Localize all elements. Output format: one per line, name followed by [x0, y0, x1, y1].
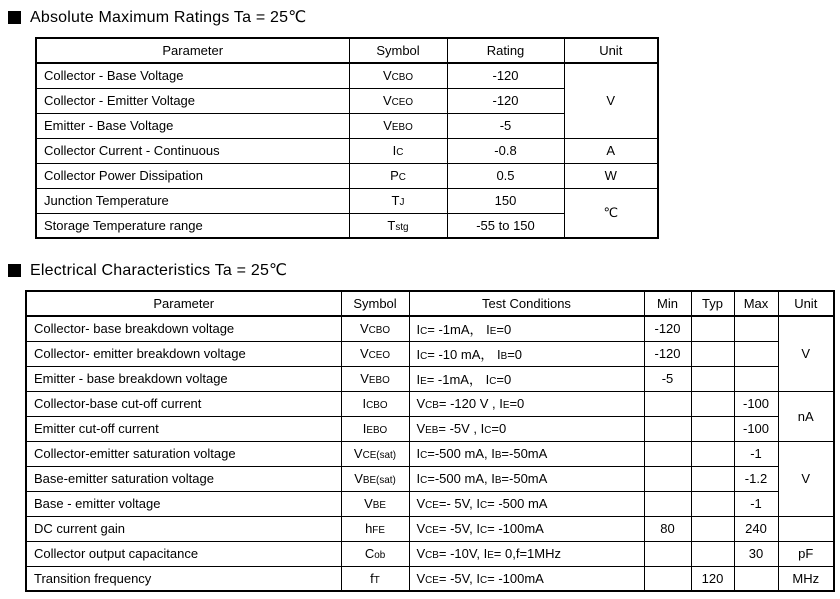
min-cell	[644, 416, 691, 441]
param-cell: DC current gain	[26, 516, 341, 541]
symbol-cell: VCBO	[341, 316, 409, 341]
unit-cell	[778, 516, 834, 541]
table-row	[36, 63, 658, 88]
min-cell: -120	[644, 316, 691, 341]
symbol-cell: Tstg	[349, 213, 447, 238]
square-bullet-icon	[8, 11, 21, 24]
elec-char-title	[8, 259, 840, 281]
symbol-cell: VCE(sat)	[341, 441, 409, 466]
max-cell: -1.2	[734, 466, 778, 491]
typ-cell	[691, 441, 734, 466]
condition-cell: IE= -1mA， IC=0	[409, 366, 644, 391]
condition-cell: IC= -1mA， IE=0	[409, 316, 644, 341]
column-header-min: Min	[644, 291, 691, 316]
unit-cell: V	[778, 441, 834, 516]
table-row	[26, 366, 834, 391]
abs-max-title	[8, 6, 840, 28]
min-cell	[644, 391, 691, 416]
typ-cell	[691, 341, 734, 366]
typ-cell	[691, 541, 734, 566]
condition-cell: VCB= -120 V , IE=0	[409, 391, 644, 416]
max-cell	[734, 316, 778, 341]
symbol-cell: TJ	[349, 188, 447, 213]
symbol-cell: VBE(sat)	[341, 466, 409, 491]
min-cell	[644, 541, 691, 566]
symbol-cell: VEBO	[341, 366, 409, 391]
typ-cell	[691, 416, 734, 441]
typ-cell	[691, 391, 734, 416]
table-row	[26, 391, 834, 416]
section-title-text: Electrical Characteristics Ta = 25℃	[30, 262, 288, 279]
param-cell: Transition frequency	[26, 566, 341, 591]
symbol-cell: VBE	[341, 491, 409, 516]
typ-cell: 120	[691, 566, 734, 591]
condition-cell: VCE= -5V, IC= -100mA	[409, 566, 644, 591]
symbol-cell: PC	[349, 163, 447, 188]
param-cell: Storage Temperature range	[36, 213, 349, 238]
symbol-cell: VCBO	[349, 63, 447, 88]
typ-cell	[691, 516, 734, 541]
condition-cell: VCB= -10V, IE= 0,f=1MHz	[409, 541, 644, 566]
max-cell	[734, 366, 778, 391]
min-cell	[644, 466, 691, 491]
rating-cell: -55 to 150	[447, 213, 564, 238]
param-cell: Collector - Base Voltage	[36, 63, 349, 88]
symbol-cell: VCEO	[349, 88, 447, 113]
table-row	[26, 566, 834, 591]
min-cell	[644, 491, 691, 516]
unit-cell: MHz	[778, 566, 834, 591]
param-cell: Collector output capacitance	[26, 541, 341, 566]
rating-cell: -5	[447, 113, 564, 138]
param-cell: Collector- base breakdown voltage	[26, 316, 341, 341]
param-cell: Base-emitter saturation voltage	[26, 466, 341, 491]
max-cell: -100	[734, 416, 778, 441]
column-header-symbol: Symbol	[341, 291, 409, 316]
param-cell: Emitter - Base Voltage	[36, 113, 349, 138]
column-header-test-conditions: Test Conditions	[409, 291, 644, 316]
param-cell: Collector Current - Continuous	[36, 138, 349, 163]
symbol-cell: IEBO	[341, 416, 409, 441]
condition-cell: IC= -10 mA， IB=0	[409, 341, 644, 366]
column-header-symbol: Symbol	[349, 38, 447, 63]
typ-cell	[691, 491, 734, 516]
column-header-parameter: Parameter	[36, 38, 349, 63]
param-cell: Collector-emitter saturation voltage	[26, 441, 341, 466]
table-row	[26, 541, 834, 566]
rating-cell: 150	[447, 188, 564, 213]
column-header-max: Max	[734, 291, 778, 316]
rating-cell: -0.8	[447, 138, 564, 163]
symbol-cell: VEBO	[349, 113, 447, 138]
unit-cell: A	[564, 138, 658, 163]
square-bullet-icon	[8, 264, 21, 277]
rating-cell: -120	[447, 88, 564, 113]
typ-cell	[691, 366, 734, 391]
param-cell: Collector- emitter breakdown voltage	[26, 341, 341, 366]
max-cell: -100	[734, 391, 778, 416]
condition-cell: VCE= -5V, IC= -100mA	[409, 516, 644, 541]
min-cell	[644, 566, 691, 591]
symbol-cell: hFE	[341, 516, 409, 541]
param-cell: Collector Power Dissipation	[36, 163, 349, 188]
symbol-cell: VCEO	[341, 341, 409, 366]
column-header-rating: Rating	[447, 38, 564, 63]
table-row	[26, 441, 834, 466]
unit-cell: nA	[778, 391, 834, 441]
table-row	[26, 516, 834, 541]
min-cell	[644, 441, 691, 466]
unit-cell: W	[564, 163, 658, 188]
table-row	[26, 466, 834, 491]
column-header-unit: Unit	[778, 291, 834, 316]
symbol-cell: Cob	[341, 541, 409, 566]
unit-cell: V	[564, 63, 658, 138]
unit-cell: V	[778, 316, 834, 391]
symbol-cell: IC	[349, 138, 447, 163]
min-cell: -120	[644, 341, 691, 366]
max-cell: -1	[734, 491, 778, 516]
column-header-unit: Unit	[564, 38, 658, 63]
abs-max-table	[35, 37, 659, 239]
rating-cell: 0.5	[447, 163, 564, 188]
condition-cell: IC=-500 mA, IB=-50mA	[409, 441, 644, 466]
table-row	[26, 316, 834, 341]
param-cell: Junction Temperature	[36, 188, 349, 213]
symbol-cell: fT	[341, 566, 409, 591]
table-row	[26, 341, 834, 366]
typ-cell	[691, 466, 734, 491]
header-row	[36, 38, 658, 63]
max-cell: 30	[734, 541, 778, 566]
table-row	[36, 188, 658, 213]
param-cell: Emitter cut-off current	[26, 416, 341, 441]
max-cell: -1	[734, 441, 778, 466]
condition-cell: VCE=- 5V, IC= -500 mA	[409, 491, 644, 516]
param-cell: Base - emitter voltage	[26, 491, 341, 516]
unit-cell: ℃	[564, 188, 658, 238]
elec-char-table	[25, 290, 835, 592]
table-row	[36, 138, 658, 163]
max-cell	[734, 566, 778, 591]
table-row	[36, 163, 658, 188]
param-cell: Collector - Emitter Voltage	[36, 88, 349, 113]
typ-cell	[691, 316, 734, 341]
column-header-parameter: Parameter	[26, 291, 341, 316]
unit-cell: pF	[778, 541, 834, 566]
max-cell: 240	[734, 516, 778, 541]
param-cell: Collector-base cut-off current	[26, 391, 341, 416]
rating-cell: -120	[447, 63, 564, 88]
max-cell	[734, 341, 778, 366]
table-row	[26, 416, 834, 441]
header-row	[26, 291, 834, 316]
condition-cell: IC=-500 mA, IB=-50mA	[409, 466, 644, 491]
condition-cell: VEB= -5V , IC=0	[409, 416, 644, 441]
table-row	[26, 491, 834, 516]
param-cell: Emitter - base breakdown voltage	[26, 366, 341, 391]
column-header-typ: Typ	[691, 291, 734, 316]
min-cell: 80	[644, 516, 691, 541]
min-cell: -5	[644, 366, 691, 391]
section-title-text: Absolute Maximum Ratings Ta = 25℃	[30, 9, 307, 26]
symbol-cell: ICBO	[341, 391, 409, 416]
